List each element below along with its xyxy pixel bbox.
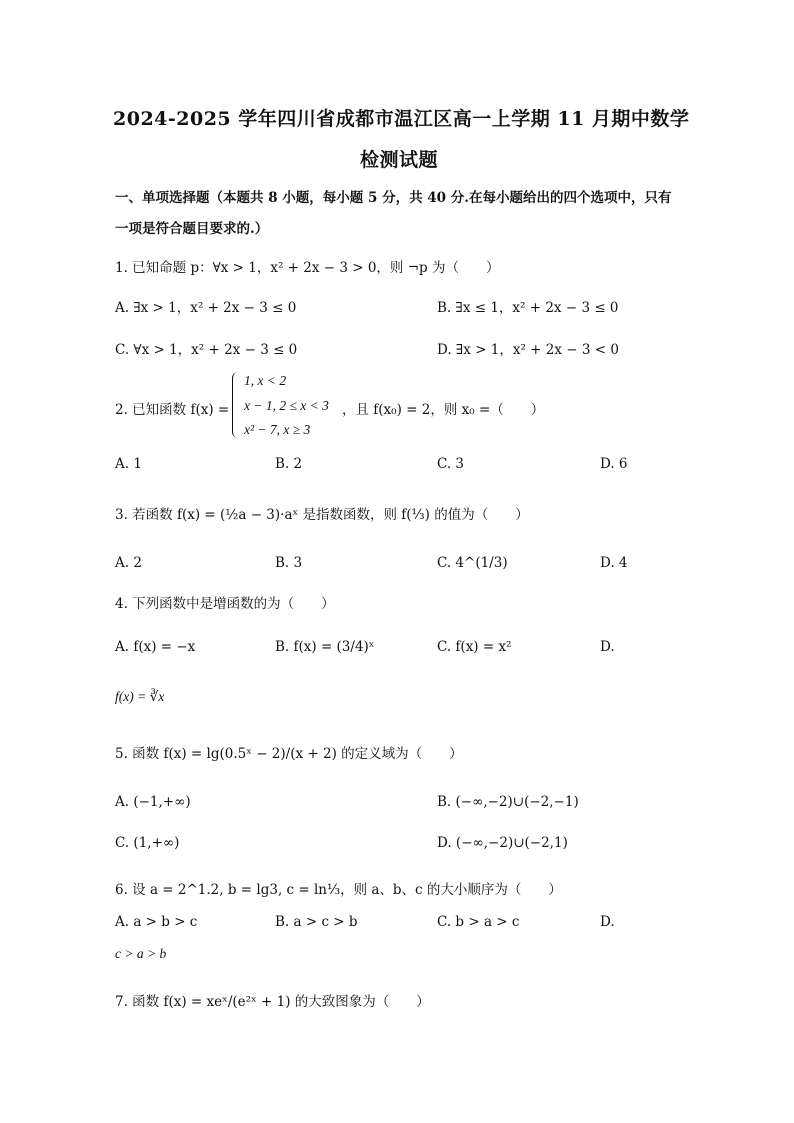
- question-4-option-b: B. f(x) = (3/4)ˣ: [275, 639, 375, 655]
- question-2-option-b: B. 2: [275, 456, 303, 472]
- question-1-stem: 1. 已知命题 p：∀x > 1，x² + 2x − 3 > 0，则 ¬p 为（ ）: [115, 260, 500, 276]
- question-2-case-3: x² − 7, x ≥ 3: [244, 422, 311, 437]
- question-5-option-c: C. (1,+∞): [115, 835, 180, 851]
- question-5-option-a: A. (−1,+∞): [115, 794, 191, 810]
- question-6-option-d-content: c > a > b: [115, 946, 167, 961]
- question-5-stem: 5. 函数 f(x) = lg(0.5ˣ − 2)/(x + 2) 的定义域为（ ）: [115, 746, 463, 762]
- page-title-line2: 检测试题: [360, 149, 439, 171]
- question-4-option-d-content: f(x) = ∛x: [115, 689, 165, 704]
- question-2-option-c: C. 3: [437, 456, 465, 472]
- question-4-option-a: A. f(x) = −x: [115, 639, 196, 655]
- section-header-line2: 一项是符合题目要求的.）: [115, 221, 269, 237]
- question-5-option-b: B. (−∞,−2)∪(−2,−1): [437, 794, 579, 810]
- question-2-option-d: D. 6: [600, 456, 628, 472]
- question-4-stem: 4. 下列函数中是增函数的为（ ）: [115, 596, 335, 612]
- question-6-option-b: B. a > c > b: [275, 914, 358, 930]
- question-6-option-a: A. a > b > c: [115, 914, 198, 930]
- piecewise-brace: [232, 372, 241, 438]
- question-6-stem: 6. 设 a = 2^1.2, b = lg3, c = ln⅓，则 a、b、c 的大小顺序为（ ）: [115, 882, 562, 898]
- question-3-option-a: A. 2: [115, 555, 142, 571]
- question-5-option-d: D. (−∞,−2)∪(−2,1): [437, 835, 568, 851]
- question-1-option-c: C. ∀x > 1，x² + 2x − 3 ≤ 0: [115, 342, 298, 358]
- question-1-option-b: B. ∃x ≤ 1，x² + 2x − 3 ≤ 0: [437, 300, 619, 316]
- question-4-option-d: D.: [600, 639, 615, 655]
- question-1-option-a: A. ∃x > 1，x² + 2x − 3 ≤ 0: [115, 300, 297, 316]
- question-2-suffix: ，且 f(x₀) = 2，则 x₀ =（ ）: [342, 402, 545, 418]
- question-4-option-c: C. f(x) = x²: [437, 639, 512, 655]
- question-2-option-a: A. 1: [115, 456, 142, 472]
- section-header: 一、单项选择题（本题共 8 小题，每小题 5 分，共 40 分.在每小题给出的四个选项中，只有: [115, 190, 672, 206]
- page-title: 2024-2025 学年四川省成都市温江区高一上学期 11 月期中数学: [113, 108, 690, 130]
- question-7-stem: 7. 函数 f(x) = xeˣ/(e²ˣ + 1) 的大致图象为（ ）: [115, 994, 430, 1010]
- question-6-option-d: D.: [600, 914, 615, 930]
- question-2-case-2: x − 1, 2 ≤ x < 3: [244, 398, 329, 413]
- question-3-option-d: D. 4: [600, 555, 628, 571]
- question-3-stem: 3. 若函数 f(x) = (½a − 3)·aˣ 是指数函数，则 f(⅓) 的值为（ ）: [115, 507, 529, 523]
- question-1-option-d: D. ∃x > 1，x² + 2x − 3 < 0: [437, 342, 619, 358]
- question-3-option-c: C. 4^(1/3): [437, 555, 508, 571]
- question-2-prefix: 2. 已知函数 f(x) =: [115, 402, 230, 418]
- question-6-option-c: C. b > a > c: [437, 914, 520, 930]
- question-3-option-b: B. 3: [275, 555, 303, 571]
- question-2-case-1: 1, x < 2: [244, 373, 287, 388]
